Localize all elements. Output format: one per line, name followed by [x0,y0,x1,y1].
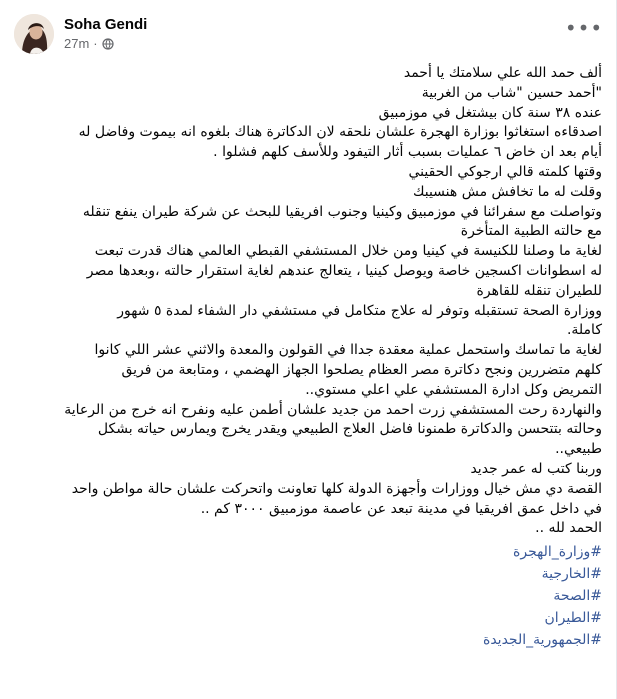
post-text-line: في داخل عمق افريقيا في مدينة تبعد عن عاصمة موزمبيق ٣٠٠٠ كم .. [200,500,602,517]
post-text-line: اصدقاءه استغاثوا بوزارة الهجرة علشان نلحقه لان الدكاترة هناك بلغوه انه بيموت وفاضل له [78,124,602,141]
hashtag-list [14,541,602,651]
post-text-line: ووزارة الصحة تستقبله وتوفر له علاج متكامل في مستشفي دار الشفاء لمدة ٥ شهور [117,302,602,319]
post-text-line: التمريض وكل ادارة المستشفي علي اعلي مستوي.. [305,381,602,398]
hashtag-link[interactable]: #الطيران [544,610,602,627]
post-text-line: للطيران تنقله للقاهرة [476,282,602,299]
post-text-line: ألف حمد الله علي سلامتك يا أحمد [403,65,602,81]
post-text-line: "أحمد حسين "شاب من الغربية [421,84,602,101]
post-text-line: لغاية ما تماسك واستحمل عملية معقدة جداا في القولون والمعدة والاثني عشر اللي كانوا [94,342,602,359]
post-text-line: عنده ٣٨ سنة كان بيشتغل في موزمبيق [378,104,602,121]
post-text-line: كلهم متضررين ونجح دكاترة مصر العظام يصلحوا الجهاز الهضمي ، ومتابعة من فريق [121,361,602,378]
hashtag-link[interactable]: #الخارجية [541,566,602,583]
post-header [14,14,147,54]
author-avatar[interactable] [14,14,54,54]
post-text-line: وقلت له ما تخافش مش هنسيبك [412,183,602,200]
post-text-line: أيام بعد ان خاض ٦ عمليات بسبب أثار التيفود وللأسف كلهم فشلوا . [213,144,602,161]
more-options-button[interactable] [566,14,602,42]
post-text-line: لغاية ما وصلنا للكنيسة في كينيا ومن خلال المستشفي القبطي العالمي هناك قدرت تبعت [94,243,602,260]
globe-icon[interactable] [102,38,114,50]
separator-dot: · [93,36,98,52]
post-subline [64,36,147,52]
post-text-line: له اسطوانات اكسجين خاصة ويوصل كينيا ، يتعالج عندهم لغاية استقرار حالته ،وبعدها مصر [86,262,602,279]
post-text [14,64,602,651]
post-lines [14,64,602,539]
author-meta [64,16,147,53]
post-text-line: كاملة. [566,322,602,339]
post-text-line: القصة دي مش خيال ووزارات وأجهزة الدولة كلها تعاونت واتحركت علشان حالة مواطن واحد [71,480,602,497]
post-timestamp[interactable]: 27m [64,36,90,52]
more-horizontal-icon: ••• [564,16,604,40]
avatar-image [14,14,54,54]
hashtag-link[interactable]: #وزارة_الهجرة [513,544,602,561]
post-text-line: وربنا كتب له عمر جديد [470,460,602,477]
hashtag-link[interactable]: #الصحة [553,588,602,605]
post-text-line: طبيعي.. [555,441,602,458]
post-text-line: والنهاردة رحت المستشفي زرت احمد من جديد علشان أطمن عليه ونفرح انه خرج من الرعاية [64,401,602,418]
author-name[interactable]: Soha Gendi [64,15,148,33]
post-text-line: الحمد لله .. [535,520,602,537]
post-text-line: مع حالته الطبية المتأخرة [460,223,602,240]
post-text-line: وتواصلت مع سفرائنا في موزمبيق وكينيا وجنوب افريقيا للبحث عن شركة طيران ينفع تنقله [82,203,602,220]
post-text-line: وقتها كلمته قالي ارجوكي الحقيني [408,163,602,180]
hashtag-link[interactable]: #الجمهورية_الجديدة [483,632,602,649]
post-text-line: وحالته بتتحسن والدكاترة طمنونا فاضل العلاج الطبيعي ويقدر يخرج ويمارس حياته بشكل [97,421,602,438]
